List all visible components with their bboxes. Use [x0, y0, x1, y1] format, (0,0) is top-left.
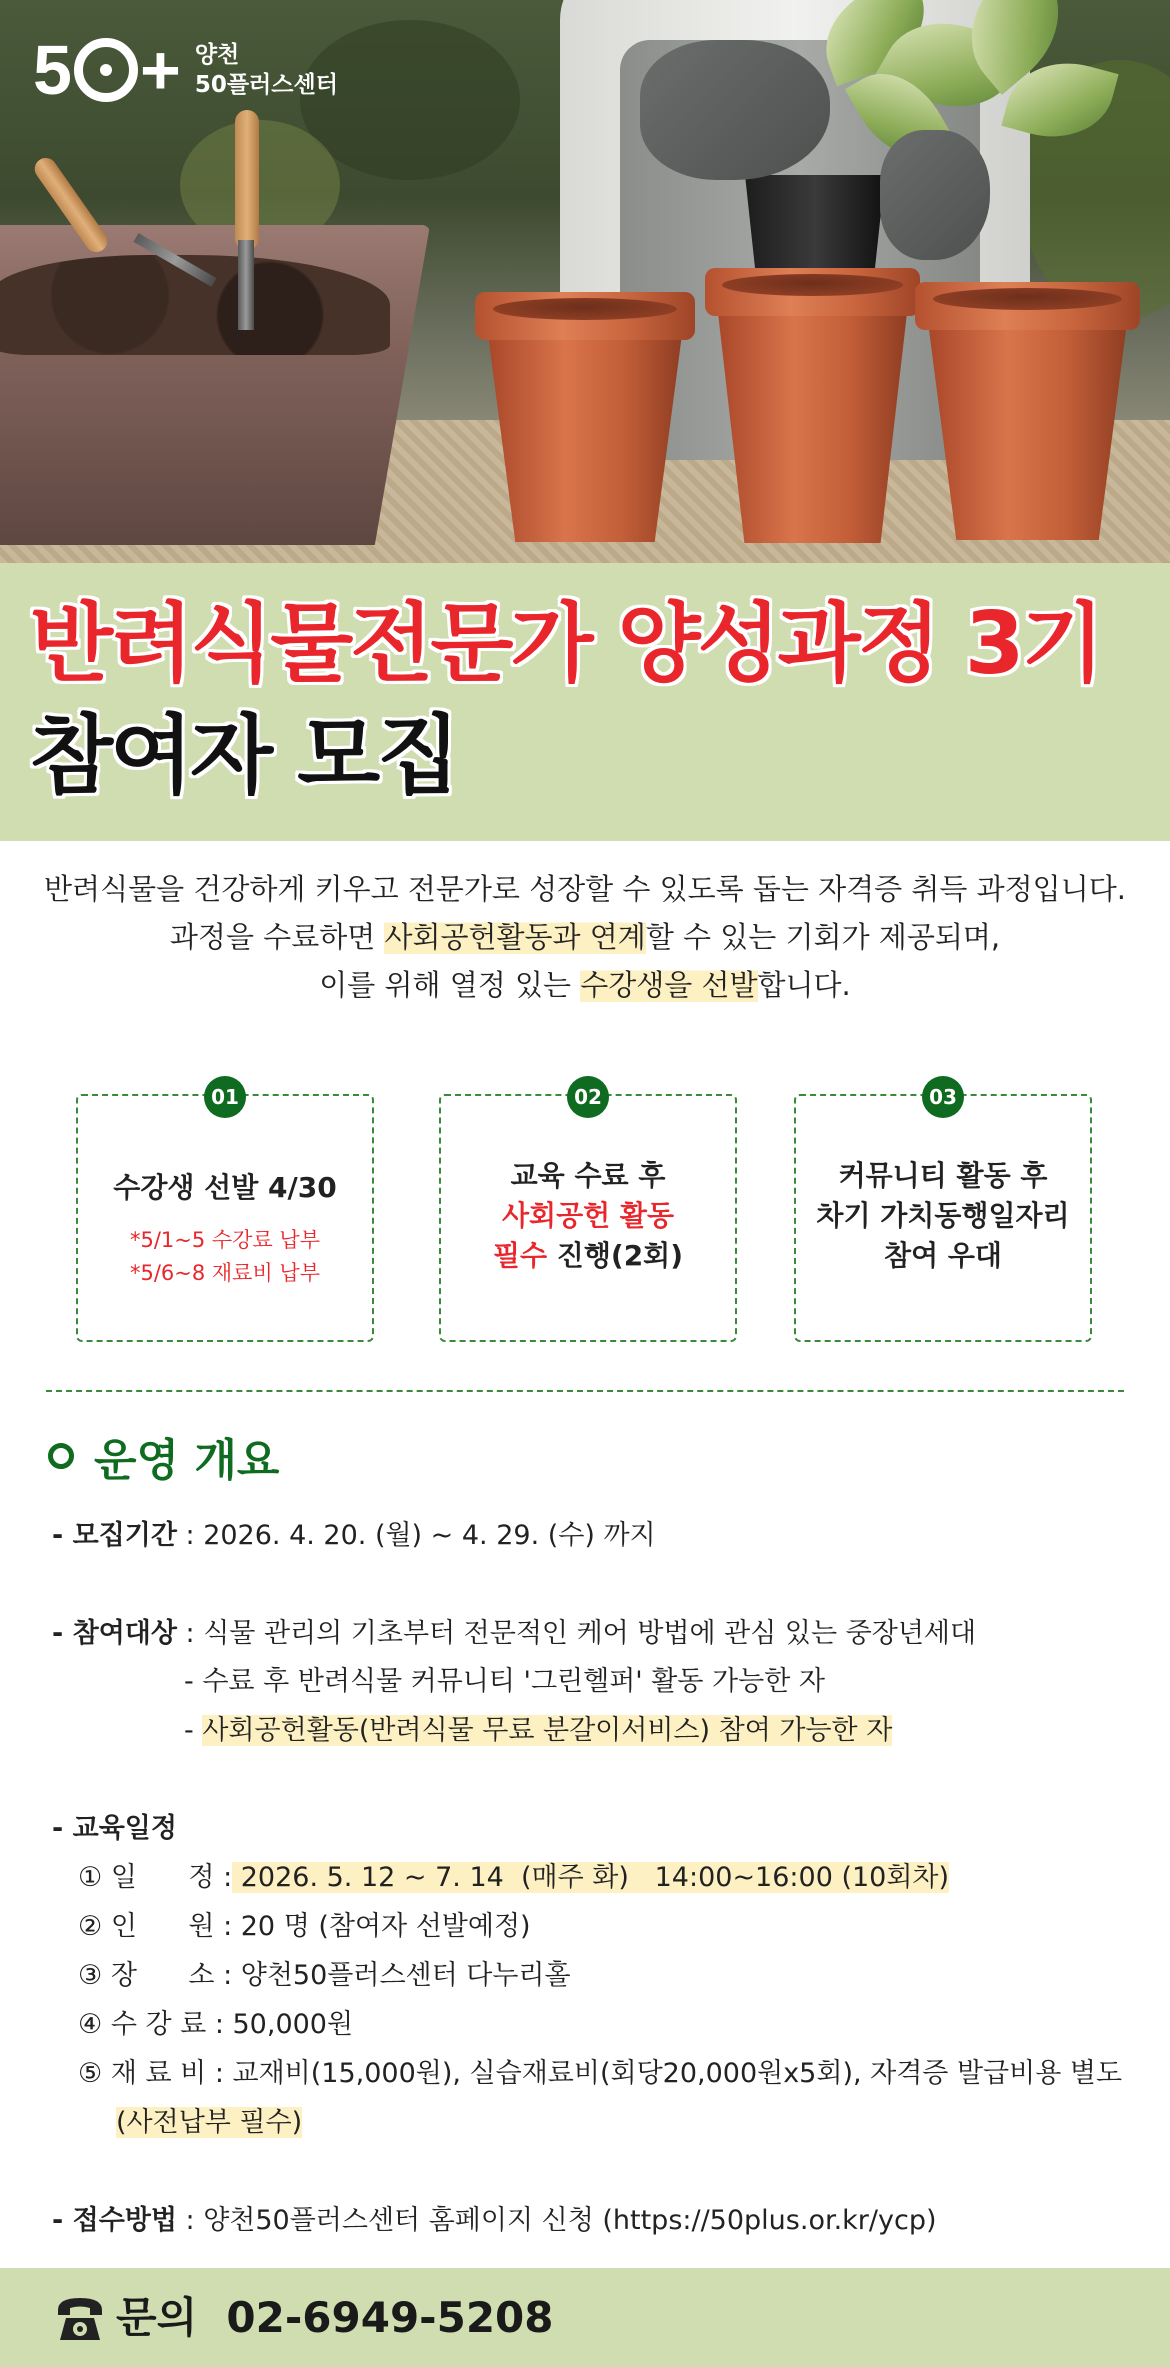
schedule-row: ④ 수 강 료 : 50,000원	[78, 2009, 354, 2040]
step-line-rest: 진행(2회)	[547, 1239, 684, 1272]
schedule-value-highlight: 2026. 5. 12 ~ 7. 14 (매주 화) 14:00~16:00 (10회차)	[232, 1862, 950, 1893]
circle-bullet-icon	[48, 1443, 74, 1469]
schedule-label-row	[52, 1809, 177, 1849]
contact-text[interactable]	[116, 2288, 554, 2348]
schedule-value: 50,000원	[223, 2009, 354, 2040]
target-row	[52, 1614, 976, 1654]
apply-value: : 양천50플러스센터 홈페이지 신청 (https://50plus.or.kr/ycp)	[176, 2205, 937, 2236]
period-label: - 모집기간	[52, 1520, 177, 1551]
schedule-no: ①	[78, 1862, 103, 1893]
schedule-row: ⑤ 재 료 비 : 교재비(15,000원), 실습재료비(회당20,000원x5회), 자격증 발급비용 별도	[78, 2058, 1123, 2089]
schedule-label-text: 장 소	[110, 1960, 215, 1991]
center-logo[interactable]	[33, 31, 338, 109]
schedule-label: - 교육일정	[52, 1813, 177, 1844]
target-row-3	[184, 1711, 892, 1751]
step-line: 교육 수료 후	[510, 1159, 666, 1192]
schedule-no: ④	[78, 2009, 103, 2040]
schedule-row: ③ 장 소 : 양천50플러스센터 다누리홀	[78, 1960, 571, 1991]
intro-line1: 반려식물을 건강하게 키우고 전문가로 성장할 수 있도록 돕는 자격증 취득 과정입니다.	[44, 872, 1126, 906]
intro-line3-b: 합니다.	[757, 968, 851, 1002]
period-value: : 2026. 4. 20. (월) ~ 4. 29. (수) 까지	[176, 1520, 656, 1551]
schedule-label-text: 수 강 료	[110, 2009, 207, 2040]
schedule-value: 교재비(15,000원), 실습재료비(회당20,000원x5회), 자격증 발급비용 별도	[223, 2058, 1123, 2089]
schedule-value: 20 명 (참여자 선발예정)	[232, 1911, 531, 1942]
step-badge: 03	[922, 1076, 964, 1118]
step-line: 참여 우대	[884, 1239, 1002, 1272]
overview-title	[48, 1424, 279, 1488]
intro-text	[0, 865, 1170, 1009]
target-row-2: - 수료 후 반려식물 커뮤니티 '그린헬퍼' 활동 가능한 자	[184, 1666, 825, 1697]
schedule-row: ② 인 원 : 20 명 (참여자 선발예정)	[78, 1911, 531, 1942]
target-3-dash: -	[184, 1715, 203, 1746]
title-line1: 반려식물전문가 양성과정 3기	[30, 594, 1102, 694]
intro-line2	[0, 913, 1170, 961]
intro-highlight-1: 사회공헌활동과 연계	[384, 920, 646, 954]
step-card-2	[439, 1085, 737, 1342]
schedule-note-highlight: (사전납부 필수)	[116, 2107, 303, 2138]
schedule-row: ① 일 정 : 2026. 5. 12 ~ 7. 14 (매주 화) 14:00~16:00 (10회차)	[78, 1862, 950, 1893]
schedule-no: ③	[78, 1960, 103, 1991]
target-value: : 식물 관리의 기초부터 전문적인 케어 방법에 관심 있는 중장년세대	[176, 1618, 977, 1649]
intro-line3	[0, 961, 1170, 1009]
step-main: 수강생 선발 4/30	[113, 1171, 337, 1204]
logo-ring-icon	[74, 38, 138, 102]
period-row	[52, 1516, 656, 1556]
logo-mark: 5 +	[33, 31, 179, 109]
logo-line1: 양천	[194, 42, 240, 68]
step-card-1	[76, 1085, 374, 1342]
schedule-label-text: 재 료 비	[110, 2058, 207, 2089]
step-note: *5/6~8 재료비 납부	[129, 1261, 321, 1285]
step-card-3	[794, 1085, 1092, 1342]
schedule-label-text: 일 정	[110, 1862, 215, 1893]
target-3-highlight: 사회공헌활동(반려식물 무료 분갈이서비스) 참여 가능한 자	[202, 1715, 893, 1746]
step-note: *5/1~5 수강료 납부	[129, 1228, 321, 1252]
schedule-note	[116, 2103, 302, 2143]
apply-row	[52, 2201, 937, 2241]
logo-line2: 50플러스센터	[194, 72, 338, 98]
apply-label: - 접수방법	[52, 2205, 177, 2236]
intro-line2-b: 할 수 있는 기회가 제공되며,	[645, 920, 1001, 954]
title-line2: 참여자 모집	[30, 706, 458, 806]
intro-line2-a: 과정을 수료하면	[169, 920, 385, 954]
intro-highlight-2: 수강생을 선발	[580, 968, 758, 1002]
target-label: - 참여대상	[52, 1618, 177, 1649]
phone-icon	[52, 2290, 108, 2346]
step-line-red: 사회공헌 활동	[501, 1199, 675, 1232]
schedule-no: ②	[78, 1911, 103, 1942]
intro-line3-a: 이를 위해 열정 있는	[319, 968, 581, 1002]
logo-text	[195, 40, 338, 100]
contact-phone[interactable]: 02-6949-5208	[226, 2293, 554, 2342]
step-badge: 02	[567, 1076, 609, 1118]
step-line: 커뮤니티 활동 후	[838, 1159, 1048, 1192]
schedule-label-text: 인 원	[110, 1911, 215, 1942]
step-badge: 01	[204, 1076, 246, 1118]
step-required: 필수	[492, 1239, 548, 1272]
step-line: 차기 가치동행일자리	[816, 1199, 1070, 1232]
step-line	[441, 1236, 735, 1276]
schedule-no: ⑤	[78, 2058, 103, 2089]
contact-label: 문의	[116, 2293, 198, 2342]
overview-title-text: 운영 개요	[94, 1435, 280, 1486]
schedule-value: 양천50플러스센터 다누리홀	[232, 1960, 571, 1991]
section-divider	[46, 1390, 1124, 1392]
